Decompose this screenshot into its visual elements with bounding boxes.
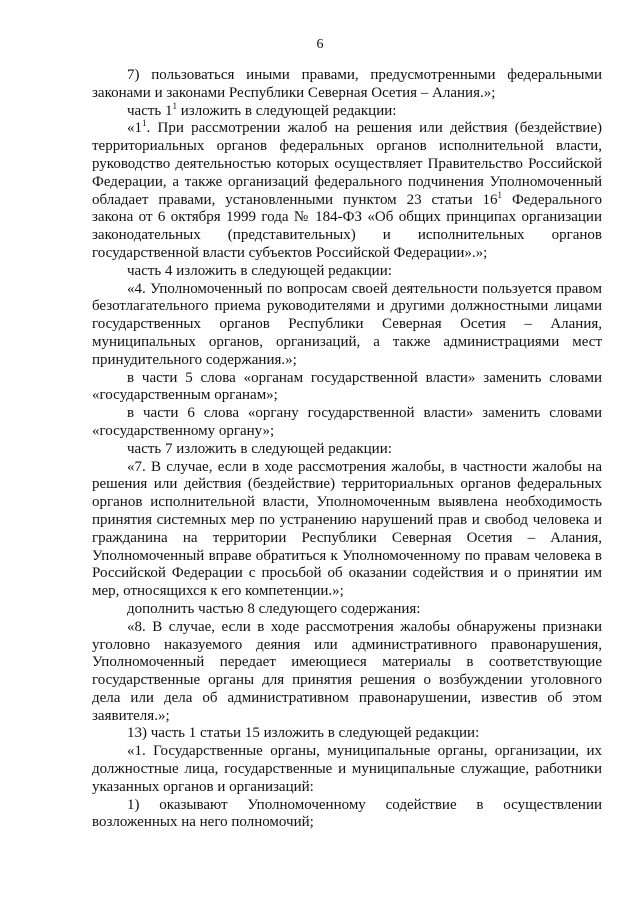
document-body (92, 67, 602, 832)
paragraph: 1) оказывают Уполномоченному содействие в осуществлении возложенных на него полномочий; (92, 796, 602, 831)
text-run: изложить в следующей редакции: (177, 102, 397, 119)
text-run: Федерального закона от 6 октября 1999 года № 184-ФЗ «Об общих принципах организации законодательных (представительных) и исполнительных органов государственной власти субъектов Российской Федерации».»; (92, 191, 602, 261)
paragraph: 13) часть 1 статьи 15 изложить в следующей редакции: (127, 725, 480, 742)
paragraph: дополнить частью 8 следующего содержания: (127, 600, 421, 617)
paragraph (92, 100, 602, 121)
paragraph: в части 6 слова «органу государственной власти» заменить словами «государственному органу»; (92, 405, 602, 439)
superscript: 1 (497, 189, 503, 200)
paragraph: 7) пользоваться иными правами, предусмотренными федеральными законами и законами Республики Северная Осетия – Алания.»; (92, 67, 602, 101)
page-number: 6 (316, 37, 324, 52)
paragraph: «7. В случае, если в ходе рассмотрения жалобы, в частности жалобы на решения или действия (бездействие) территориальных органов федеральных органов исполнительной власти, Уполномоченным выявлена необходимость принятия системных мер по устранению нарушений прав и свобод человека и гражданина на территории Республики Северная Осетия – Алания, Уполномоченный вправе обратиться к Уполномоченному по правам человека в Российской Федерации с просьбой об оказании содействия и о принятии им мер, относящихся к его компетенции.»; (92, 458, 602, 600)
text-run: «1 (127, 120, 142, 137)
superscript: 1 (142, 118, 147, 129)
paragraph: «1. Государственные органы, муниципальные органы, организации, их должностные лица, государственные и муниципальные служащие, работники указанных органов и организаций: (92, 743, 602, 795)
paragraph (92, 120, 602, 262)
paragraph: «8. В случае, если в ходе рассмотрения жалобы обнаружены признаки уголовно наказуемого деяния или административного правонарушения, Уполномоченный передает имеющиеся материалы в соответствующие государственные органы для принятия решения о возбуждении уголовного дела или дела об административном правонарушении, известив об этом заявителя.»; (92, 618, 602, 724)
paragraph: «4. Уполномоченный по вопросам своей деятельности пользуется правом безотлагательного приема руководителями и другими должностными лицами государственных органов Республики Северная Осетия – Алания, муниципальных органов, организаций, а также администрациями мест принудительного содержания.»; (92, 280, 602, 368)
paragraph: часть 4 изложить в следующей редакции: (127, 262, 392, 279)
paragraph: в части 5 слова «органам государственной власти» заменить словами «государственным органам»; (92, 369, 602, 404)
text-run: часть 1 (127, 102, 173, 119)
superscript: 1 (172, 100, 178, 111)
text-run: . При рассмотрении жалоб на решения или действия (бездействие) территориальных органов федеральных органов исполнительной власти, руководство деятельностью которых осуществляет Правительство Российской Федерации, а также организаций федерального подчинения Уполномоченный обладает правами, установленными пунктом 23 статьи 16 (92, 120, 602, 208)
paragraph: часть 7 изложить в следующей редакции: (127, 440, 392, 457)
